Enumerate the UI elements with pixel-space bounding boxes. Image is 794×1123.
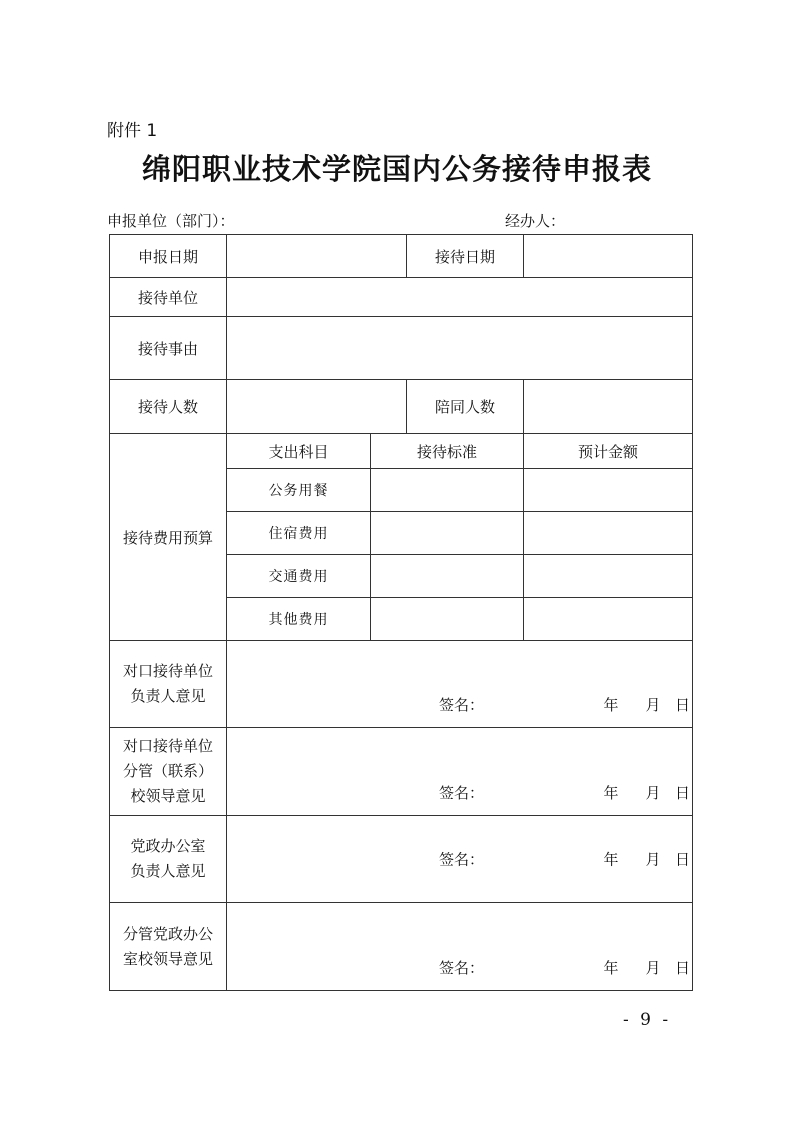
signature-label: 签名： <box>439 784 485 802</box>
application-form-table <box>109 234 693 991</box>
signature-label: 签名： <box>439 696 485 714</box>
budget-item-transport: 交通费用 <box>227 555 371 598</box>
opinion-label-line: 负责人意见 <box>130 687 206 705</box>
reception-count-label: 接待人数 <box>110 380 227 434</box>
month-label: 月 <box>645 696 661 714</box>
budget-header-standard: 接待标准 <box>371 434 524 469</box>
budget-transport-amount-field[interactable] <box>524 555 693 598</box>
opinion-label-contact-unit-head <box>110 641 227 728</box>
reception-date-label: 接待日期 <box>407 235 524 278</box>
date-line <box>591 782 690 803</box>
opinion-label-line: 分管党政办公 <box>122 924 213 943</box>
attachment-label: 附件 1 <box>107 121 158 141</box>
year-label: 年 <box>603 784 619 802</box>
month-label: 月 <box>645 959 661 977</box>
department-label: 申报单位（部门）： <box>107 212 235 230</box>
day-label: 日 <box>675 959 691 977</box>
budget-header-item: 支出科目 <box>227 434 371 469</box>
reception-reason-field[interactable] <box>227 317 693 380</box>
year-label: 年 <box>603 850 619 869</box>
opinion-field-office-leader[interactable] <box>227 903 693 991</box>
opinion-label-line: 校领导意见 <box>130 787 206 805</box>
apply-date-label: 申报日期 <box>110 235 227 278</box>
opinion-label-line: 对口接待单位 <box>122 662 213 680</box>
date-line <box>591 694 690 715</box>
opinion-field-contact-unit-head[interactable] <box>227 641 693 728</box>
budget-lodging-amount-field[interactable] <box>524 512 693 555</box>
budget-meal-amount-field[interactable] <box>524 469 693 512</box>
budget-header-amount: 预计金额 <box>524 434 693 469</box>
opinion-label-line: 党政办公室 <box>130 837 206 855</box>
apply-date-field[interactable] <box>227 235 407 278</box>
budget-transport-standard-field[interactable] <box>371 555 524 598</box>
accompany-count-field[interactable] <box>524 380 693 434</box>
reception-reason-label: 接待事由 <box>110 317 227 380</box>
budget-other-amount-field[interactable] <box>524 598 693 641</box>
reception-unit-label: 接待单位 <box>110 278 227 317</box>
opinion-label-line: 分管（联系） <box>122 762 213 780</box>
month-label: 月 <box>645 784 661 802</box>
opinion-label-contact-unit-leader <box>110 728 227 816</box>
budget-item-meal: 公务用餐 <box>227 469 371 512</box>
budget-label: 接待费用预算 <box>110 434 227 641</box>
budget-other-standard-field[interactable] <box>371 598 524 641</box>
reception-unit-field[interactable] <box>227 278 693 317</box>
day-label: 日 <box>675 696 691 714</box>
budget-item-lodging: 住宿费用 <box>227 512 371 555</box>
opinion-field-office-head[interactable] <box>227 816 693 903</box>
month-label: 月 <box>645 850 661 869</box>
opinion-label-line: 对口接待单位 <box>122 737 213 755</box>
year-label: 年 <box>603 959 619 977</box>
handler-label: 经办人： <box>505 212 566 230</box>
opinion-label-office-leader <box>110 903 227 991</box>
reception-count-field[interactable] <box>227 380 407 434</box>
date-line <box>591 957 690 978</box>
opinion-field-contact-unit-leader[interactable] <box>227 728 693 816</box>
reception-date-field[interactable] <box>524 235 693 278</box>
day-label: 日 <box>675 850 691 869</box>
signature-label: 签名： <box>439 850 485 869</box>
page-number: - 9 - <box>623 1010 672 1030</box>
opinion-label-line: 负责人意见 <box>130 862 206 880</box>
opinion-label-office-head <box>110 816 227 903</box>
day-label: 日 <box>675 784 691 802</box>
date-line <box>591 849 690 870</box>
budget-item-other: 其他费用 <box>227 598 371 641</box>
budget-lodging-standard-field[interactable] <box>371 512 524 555</box>
year-label: 年 <box>603 696 619 714</box>
signature-label: 签名： <box>439 959 485 977</box>
budget-meal-standard-field[interactable] <box>371 469 524 512</box>
accompany-count-label: 陪同人数 <box>407 380 524 434</box>
opinion-label-line: 室校领导意见 <box>122 949 213 968</box>
form-title: 绵阳职业技术学院国内公务接待申报表 <box>141 152 652 186</box>
